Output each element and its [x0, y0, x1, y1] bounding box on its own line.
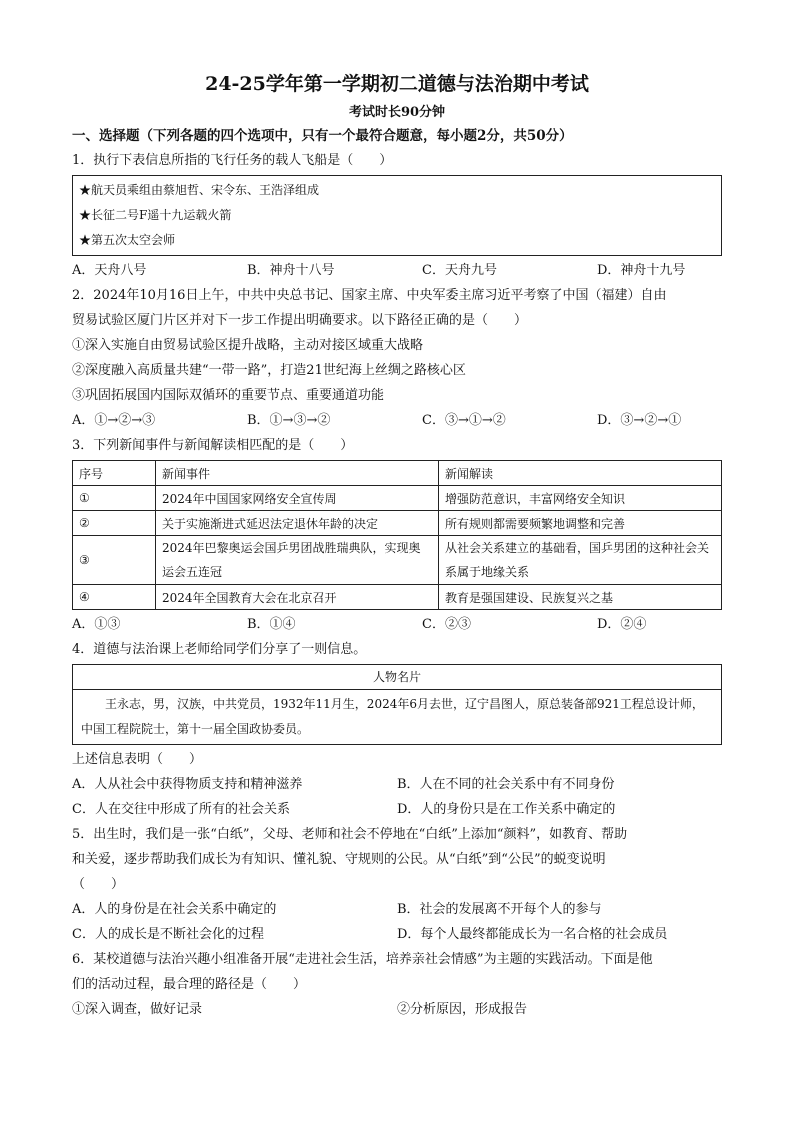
- question-5-options-row2: [72, 922, 722, 947]
- question-3-options: [72, 612, 722, 637]
- option-d: D．③→②→①: [597, 413, 682, 428]
- question-2-item: ③巩固拓展国内国际双循环的重要节点、重要通道功能: [72, 388, 385, 403]
- info-box-line: ★长征二号F遥十九运载火箭: [79, 208, 232, 222]
- question-4-options-row1: [72, 772, 722, 797]
- row-number: ③: [73, 536, 156, 585]
- option-c: C．人在交往中形成了所有的社会关系: [72, 802, 290, 817]
- question-2-options: [72, 408, 722, 433]
- question-5-stem-paren: （ ）: [72, 877, 125, 892]
- question-1-stem: 1．执行下表信息所指的飞行任务的载人飞船是（ ）: [72, 153, 393, 168]
- question-2-item: ①深入实施自由贸易试验区提升战略，主动对接区域重大战略: [72, 338, 424, 353]
- question-6-stem-cont: 们的活动过程，最合理的路径是（ ）: [72, 977, 307, 992]
- question-5-options-row1: [72, 897, 722, 922]
- option-a: A．天舟八号: [72, 263, 147, 278]
- question-6-stem: 6．某校道德与法治兴趣小组准备开展“走进社会生活，培养亲社会情感”为主题的实践活动。下面是他: [72, 952, 653, 967]
- news-reading: 从社会关系建立的基础看，国乒男团的这种社会关系属于地缘关系: [439, 536, 722, 585]
- question-6-item: ②分析原因，形成报告: [397, 1002, 528, 1017]
- question-4-options-row2: [72, 797, 722, 822]
- option-a: A．①→②→③: [72, 413, 156, 428]
- row-number: ④: [73, 585, 156, 610]
- section-heading: 一、选择题（下列各题的四个选项中，只有一个最符合题意，每小题2分，共50分）: [72, 128, 573, 144]
- option-d: D．神舟十九号: [597, 263, 686, 278]
- question-4-stem: 4．道德与法治课上老师给同学们分享了一则信息。: [72, 642, 367, 657]
- question-5-stem: 5．出生时，我们是一张“白纸”，父母、老师和社会不停地在“白纸”上添加“颜料”，如教育、帮助: [72, 827, 628, 842]
- question-2-stem: 2．2024年10月16日上午，中共中央总书记、国家主席、中央军委主席习近平考察了中国（福建）自由: [72, 288, 667, 303]
- news-event: 2024年巴黎奥运会国乒男团战胜瑞典队，实现奥运会五连冠: [156, 536, 439, 585]
- exam-page: [72, 70, 722, 1022]
- question-4-question: 上述信息表明（ ）: [72, 752, 203, 767]
- option-a: A．人的身份是在社会关系中确定的: [72, 902, 277, 917]
- table-header: 序号: [73, 461, 156, 486]
- exam-duration: 考试时长90分钟: [348, 105, 446, 120]
- row-number: ①: [73, 486, 156, 511]
- news-reading: 教育是强国建设、民族复兴之基: [439, 585, 722, 610]
- question-6-item: ①深入调查，做好记录: [72, 1002, 203, 1017]
- person-name-card: [72, 664, 722, 745]
- table-row: [73, 585, 722, 610]
- question-2-stem-cont: 贸易试验区厦门片区并对下一步工作提出明确要求。以下路径正确的是（ ）: [72, 313, 528, 328]
- name-card-title: 人物名片: [73, 665, 721, 690]
- question-1-options: [72, 258, 722, 283]
- table-header-row: [73, 461, 722, 486]
- question-1-info-box: [72, 175, 722, 256]
- news-event: 关于实施渐进式延迟法定退休年龄的决定: [156, 511, 439, 536]
- option-a: A．①③: [72, 617, 121, 632]
- option-d: D．人的身份只是在工作关系中确定的: [397, 802, 616, 817]
- info-box-line: ★第五次太空会师: [79, 233, 176, 247]
- option-d: D．②④: [597, 617, 647, 632]
- exam-title: 24-25学年第一学期初二道德与法治期中考试: [205, 73, 589, 95]
- news-reading: 所有规则都需要频繁地调整和完善: [439, 511, 722, 536]
- table-row: [73, 536, 722, 585]
- option-c: C．②③: [422, 617, 471, 632]
- table-row: [73, 511, 722, 536]
- table-row: [73, 486, 722, 511]
- option-b: B．①→③→②: [247, 413, 331, 428]
- option-d: D．每个人最终都能成长为一名合格的社会成员: [397, 927, 668, 942]
- option-a: A．人从社会中获得物质支持和精神滋养: [72, 777, 303, 792]
- news-table: [72, 460, 722, 610]
- news-reading: 增强防范意识，丰富网络安全知识: [439, 486, 722, 511]
- news-event: 2024年中国国家网络安全宣传周: [156, 486, 439, 511]
- option-c: C．人的成长是不断社会化的过程: [72, 927, 264, 942]
- question-2-item: ②深度融入高质量共建“一带一路”，打造21世纪海上丝绸之路核心区: [72, 363, 466, 378]
- option-b: B．社会的发展离不开每个人的参与: [397, 902, 602, 917]
- option-b: B．人在不同的社会关系中有不同身份: [397, 777, 615, 792]
- table-header: 新闻解读: [439, 461, 722, 486]
- option-c: C．③→①→②: [422, 413, 506, 428]
- table-header: 新闻事件: [156, 461, 439, 486]
- name-card-body: 王永志，男，汉族，中共党员，1932年11月生，2024年6月去世，辽宁昌图人，原总装备部921工程总设计师，中国工程院院士，第十一届全国政协委员。: [81, 697, 704, 736]
- question-5-stem-cont: 和关爱，逐步帮助我们成长为有知识、懂礼貌、守规则的公民。从“白纸”到“公民”的蜕变说明: [72, 852, 606, 867]
- option-b: B．①④: [247, 617, 296, 632]
- option-b: B．神舟十八号: [247, 263, 335, 278]
- news-event: 2024年全国教育大会在北京召开: [156, 585, 439, 610]
- row-number: ②: [73, 511, 156, 536]
- option-c: C．天舟九号: [422, 263, 497, 278]
- question-6-items: [72, 997, 722, 1022]
- question-3-stem: 3．下列新闻事件与新闻解读相匹配的是（ ）: [72, 438, 354, 453]
- info-box-line: ★航天员乘组由蔡旭哲、宋令东、王浩泽组成: [79, 183, 320, 197]
